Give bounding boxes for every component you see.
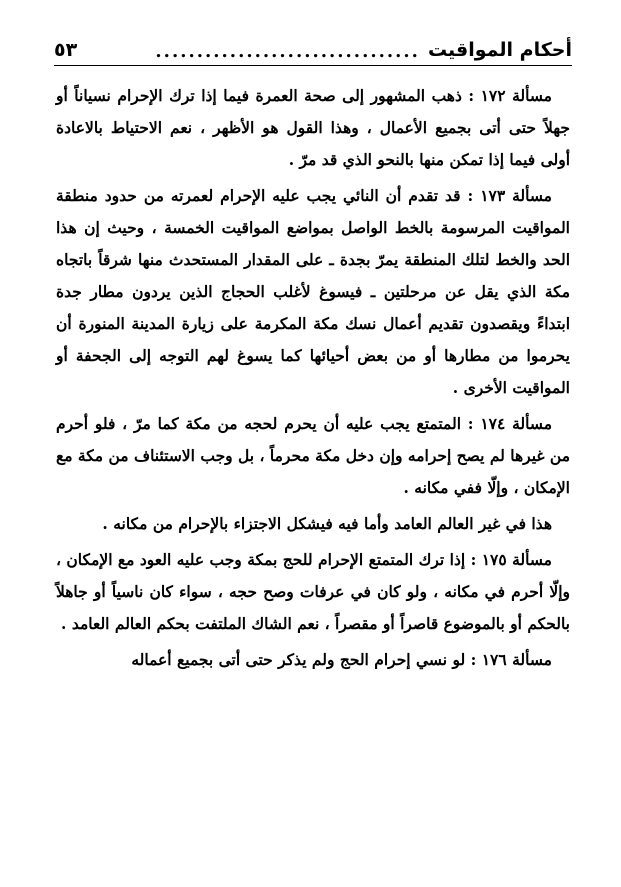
running-header (54, 26, 572, 66)
paragraph-text: لو نسي إحرام الحج ولم يذكر حتى أتى بجميع أعماله (131, 650, 471, 669)
page-number: ٥٣ (54, 39, 78, 61)
masala-number-label: مسألة ١٧٥ : (470, 550, 552, 569)
paragraph-text: قد تقدم أن النائي يجب عليه الإحرام لعمرته من حدود منطقة المواقيت المرسومة بالخط الواصل بمواضع المواقيت الخمسة ، وحيث إن هذا الحد والخط لتلك المنطقة يمرّ بجدة ـ على المقدار المستحدث منها شرقاً باتجاه مكة الذي يقل عن مرحلتين ـ فيسوغ لأغلب الحجاج الذين يردون مطار جدة ابتداءً ويقصدون تقديم أعمال نسك مكة المكرمة على زيارة المدينة المنورة أن يحرموا من مطارها أو من بعض أحيائها كما يسوغ لهم التوجه إلى الجحفة أو المواقيت الأخرى . (56, 186, 570, 397)
paragraph-masala-173 (56, 180, 570, 404)
masala-number-label: مسألة ١٧٣ : (467, 186, 552, 205)
paragraph-text: إذا ترك المتمتع الإحرام للحج بمكة وجب عليه العود مع الإمكان ، وإلّا أحرم في مكانه ، ولو كان في عرفات وصح حجه ، سواء كان ناسياً أو جاهلاً بالحكم أو بالموضوع قاصراً أو مقصراً ، نعم الشاك الملتفت بحكم العالم العامد . (56, 550, 570, 633)
paragraph-masala-175 (56, 544, 570, 640)
paragraph-text: هذا في غير العالم العامد وأما فيه فيشكل الاجتزاء بالإحرام من مكانه . (102, 514, 552, 533)
masala-number-label: مسألة ١٧٤ : (467, 414, 552, 433)
paragraph-text: ذهب المشهور إلى صحة العمرة فيما إذا ترك الإحرام نسياناً أو جهلاً حتى أتى بجميع الأعمال ، وهذا القول هو الأظهر ، نعم الاحتياط بالاعادة أولى فيما إذا تمكن منها بالنحو الذي قد مرّ . (56, 86, 570, 169)
masala-number-label: مسألة ١٧٢ : (468, 86, 552, 105)
dot-leader: ................................ (155, 43, 420, 61)
paragraph-masala-174 (56, 408, 570, 504)
paragraph-continuation (56, 508, 570, 540)
chapter-title: أحكام المواقيت (427, 39, 572, 61)
paragraph-text: المتمتع يجب عليه أن يحرم لحجه من مكة كما مرّ ، فلو أحرم من غيرها لم يصح إحرامه وإن دخل مكة محرماً ، بل وجب الاستئناف من مكة مع الإمكان ، وإلّا ففي مكانه . (55, 414, 570, 497)
paragraph-masala-176 (56, 644, 570, 676)
page-body (56, 80, 570, 680)
paragraph-masala-172 (56, 80, 570, 176)
masala-number-label: مسألة ١٧٦ : (470, 650, 552, 669)
